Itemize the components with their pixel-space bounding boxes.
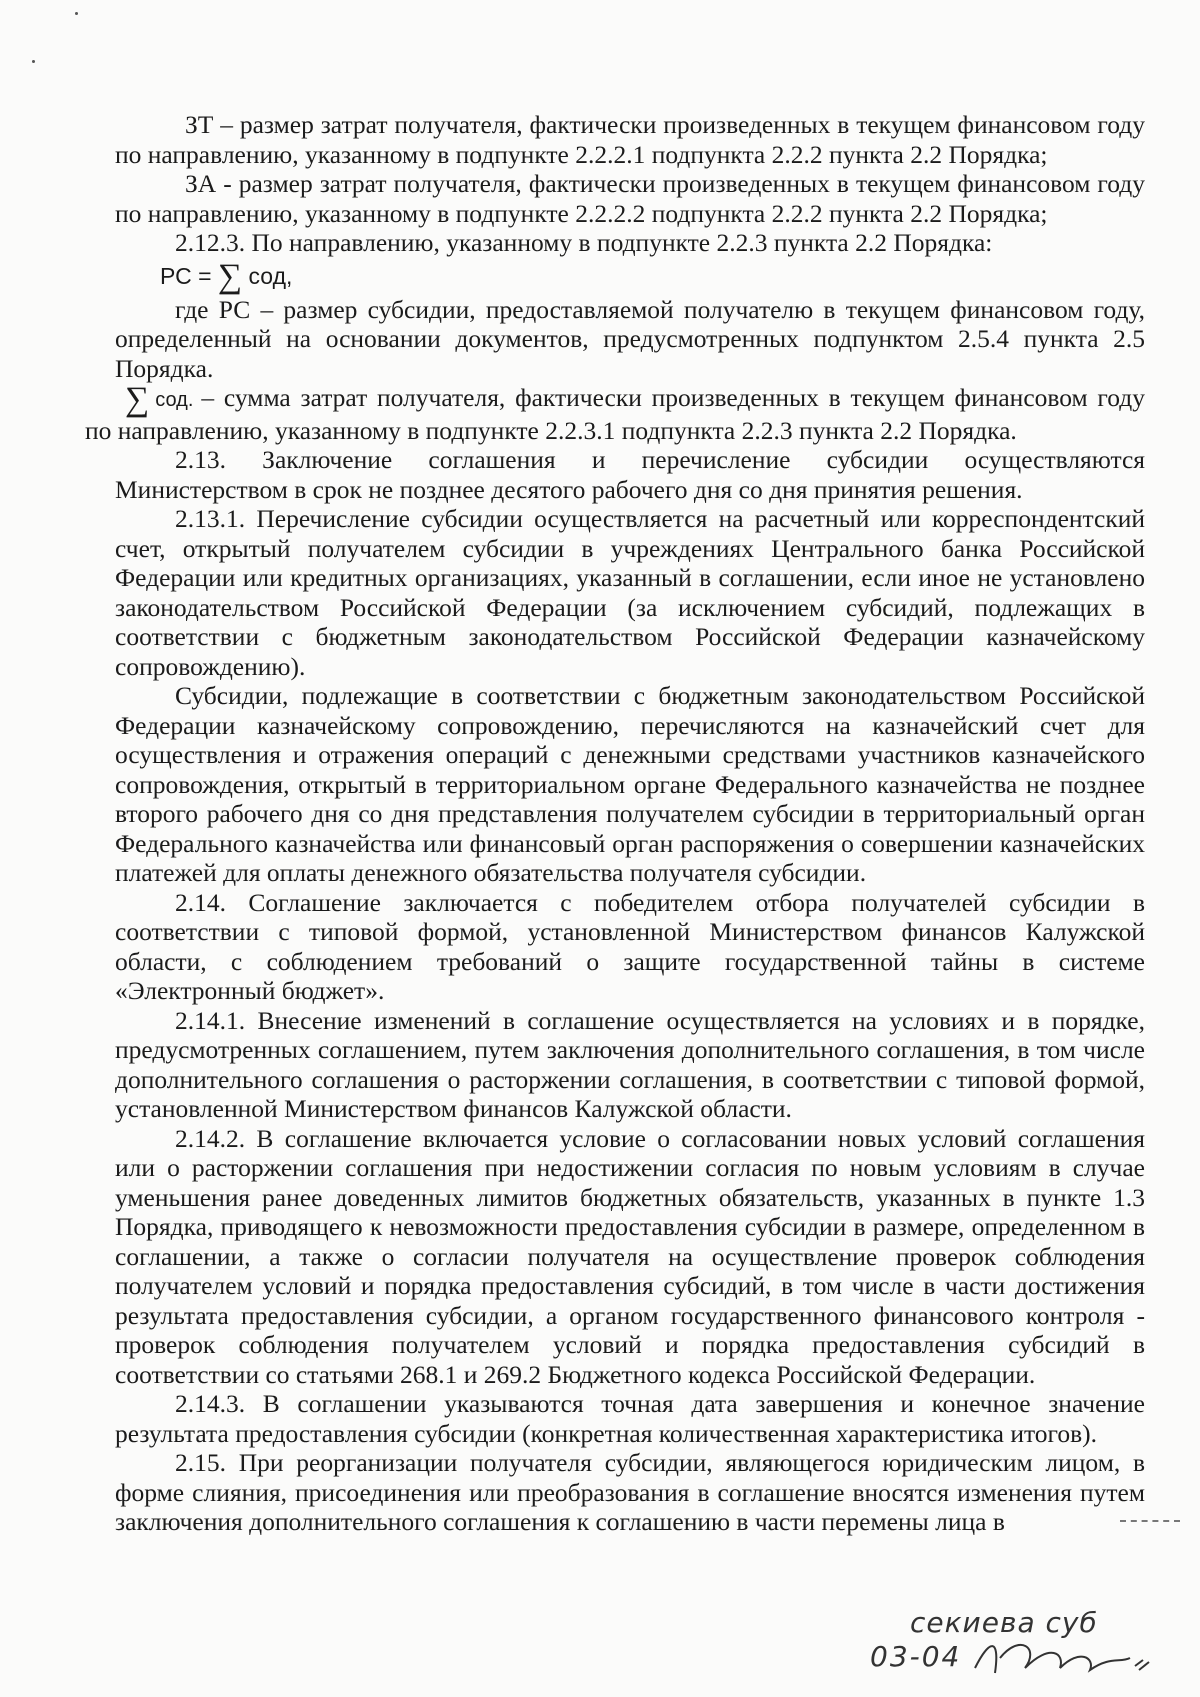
handwritten-note: секиева суб xyxy=(910,1606,1098,1639)
paragraph-2-14-1: 2.14.1. Внесение изменений в соглашение осуществляется на условиях и в порядке, предусмотренных соглашением, путем заключения дополнительного соглашения, в том числе дополнительного соглашения о расторжении соглашения, в соответствии с типовой формой, установленной Министерством финансов Калужской области. xyxy=(115,1005,1145,1123)
scan-speck xyxy=(32,60,35,63)
paragraph-2-14-2: 2.14.2. В соглашение включается условие о согласовании новых условий соглашения или о расторжении соглашения при недостижении согласия по новым условиям в случае уменьшения ранее доведенных лимитов бюджетных обязательств, указанных в пункте 1.3 Порядка, приводящего к невозможности предоставления субсидии в размере, определенном в соглашении, а также о согласии получателя на осуществление проверок соблюдения получателем условий и порядка предоставления субсидий, в том числе в части достижения результата предоставления субсидии, а органом государственного финансового контроля - проверок соблюдения получателем условий и порядка предоставления субсидий в соответствии со статьями 268.1 и 269.2 Бюджетного кодекса Российской Федерации. xyxy=(115,1123,1145,1389)
handwritten-date: 03-04 xyxy=(870,1640,962,1673)
sigma-symbol: ∑ xyxy=(125,381,150,418)
paragraph-treasury: Субсидии, подлежащие в соответствии с бюджетным законодательством Российской Федерации казначейскому сопровождению, перечисляются на казначейский счет для осуществления и отражения операций с денежными средствами участников казначейского сопровождения, открытый в территориальном органе Федерального казначейства не позднее второго рабочего дня со дня представления получателем субсидии в территориальный орган Федерального казначейства или финансовый орган распоряжения о совершении казначейских платежей для оплаты денежного обязательства получателя субсидии. xyxy=(115,681,1145,887)
paragraph-rs-definition: где РС – размер субсидии, предоставляемой получателю в текущем финансовом году, определенный на основании документов, предусмотренных подпунктом 2.5.4 пункта 2.5 Порядка. xyxy=(115,294,1145,383)
document-body xyxy=(85,110,1145,1537)
formula-lhs: РС = xyxy=(160,262,212,289)
formula-rs xyxy=(160,258,1145,295)
scan-speck xyxy=(75,12,78,15)
paragraph-2-12-3: 2.12.3. По направлению, указанному в подпункте 2.2.3 пункта 2.2 Порядка: xyxy=(175,228,993,257)
formula-rhs: сод, xyxy=(248,262,293,289)
paragraph-2-13-1: 2.13.1. Перечисление субсидии осуществляется на расчетный или корреспондентский счет, открытый получателем субсидии в учреждениях Центрального банка Российской Федерации или кредитных организациях, указанный в соглашении, если иное не установлено законодательством Российской Федерации (за исключением субсидий, подлежащих в соответствии с бюджетным законодательством Российской Федерации казначейскому сопровождению). xyxy=(115,504,1145,681)
paragraph-2-14-3: 2.14.3. В соглашении указываются точная дата завершения и конечное значение результата предоставления субсидии (конкретная количественная характеристика итогов). xyxy=(115,1389,1145,1448)
sigma-symbol: ∑ xyxy=(217,257,243,295)
signature-icon xyxy=(970,1628,1160,1683)
paragraph-2-14: 2.14. Соглашение заключается с победителем отбора получателей субсидии в соответствии с типовой формой, установленной Министерством финансов Калужской области, с соблюдением требований о защите государственной тайны в системе «Электронный бюджет». xyxy=(115,887,1145,1005)
sum-text: – сумма затрат получателя, фактически произведенных в текущем финансовом году по направлению, указанному в подпункте 2.2.3.1 подпункта 2.2.3 пункта 2.2 Порядка. xyxy=(85,383,1145,445)
sum-subscript: сод. xyxy=(155,389,194,411)
paragraph-2-13: 2.13. Заключение соглашения и перечисление субсидии осуществляются Министерством в срок не позднее десятого рабочего дня со дня принятия решения. xyxy=(115,445,1145,504)
paragraph-zt: ЗТ – размер затрат получателя, фактически произведенных в текущем финансовом году по направлению, указанному в подпункте 2.2.2.1 подпункта 2.2.2 пункта 2.2 Порядка; xyxy=(115,110,1145,169)
paragraph-za: ЗА - размер затрат получателя, фактически произведенных в текущем финансовом году по направлению, указанному в подпункте 2.2.2.2 подпункта 2.2.2 пункта 2.2 Порядка; xyxy=(115,169,1145,228)
scan-dash-mark xyxy=(1120,1520,1180,1524)
paragraph-sum-definition xyxy=(85,383,1145,445)
handwritten-annotation xyxy=(870,1608,1170,1688)
paragraph-2-15: 2.15. При реорганизации получателя субсидии, являющегося юридическим лицом, в форме слияния, присоединения или преобразования в соглашение вносятся изменения путем заключения дополнительного соглашения к соглашению в части перемены лица в xyxy=(115,1448,1145,1536)
